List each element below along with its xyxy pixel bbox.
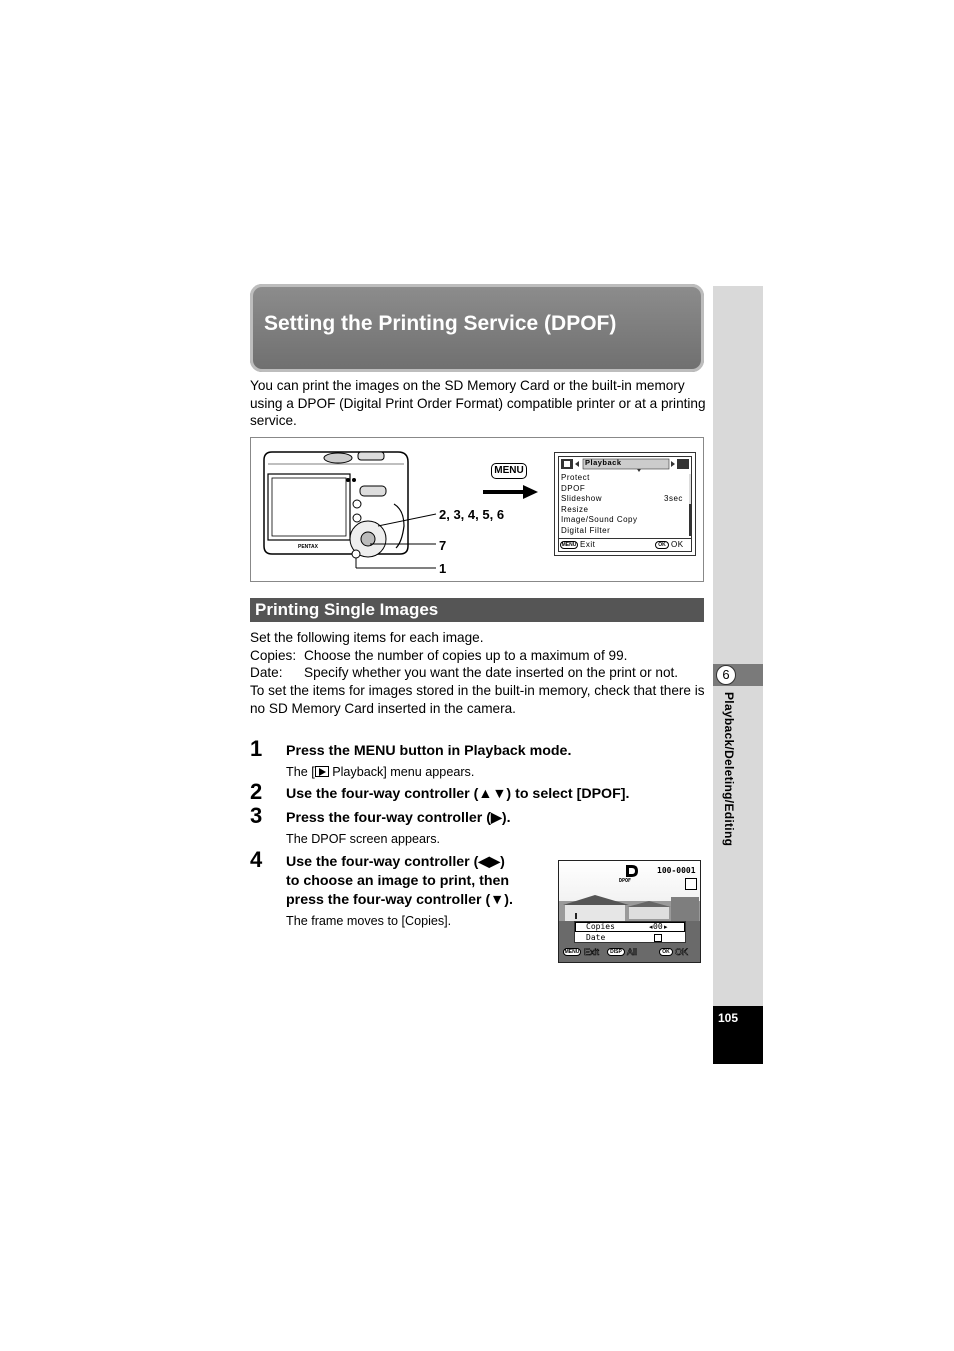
date-label: Date: xyxy=(250,665,283,680)
dpof-date-label: Date xyxy=(586,933,606,942)
menu-footer-exit: Exit xyxy=(580,540,596,549)
dpof-exit-label: Exit xyxy=(584,947,600,957)
dpof-all-label: All xyxy=(627,947,638,957)
callout-label-steps: 2, 3, 4, 5, 6 xyxy=(439,507,505,522)
copies-description: Choose the number of copies up to a maximum of 99. xyxy=(304,648,628,663)
date-checkbox[interactable] xyxy=(654,934,662,942)
step-text-3: Press the four-way controller (▶). xyxy=(286,810,511,826)
copies-left-arrow-icon: ◂ xyxy=(649,924,653,931)
step-text-1: Press the MENU button in Playback mode. xyxy=(286,743,572,759)
step-number-3: 3 xyxy=(250,803,263,828)
menu-tab-bar xyxy=(561,458,691,472)
step-text-4-line3: press the four-way controller (▼). xyxy=(286,892,513,908)
camera-illustration xyxy=(258,444,458,580)
page-number: 105 xyxy=(718,1011,739,1025)
menu-item-digital-filter: Digital Filter xyxy=(561,526,611,535)
dpof-file-number: 100-0001 xyxy=(657,866,696,875)
dpof-logo-text: DPOF xyxy=(619,878,632,884)
step-number-1: 1 xyxy=(250,736,263,761)
step-number-2: 2 xyxy=(250,779,263,804)
chapter-number: 6 xyxy=(716,665,736,685)
intro-paragraph: You can print the images on the SD Memory Card or the built-in memory using a DPOF (Digital Print Order Format) compatible printer or at a printing service. xyxy=(250,378,706,429)
body-line-1: Set the following items for each image. xyxy=(250,630,484,645)
menu-footer-ok-key: OK xyxy=(655,541,669,549)
date-description: Specify whether you want the date inserted on the print or not. xyxy=(304,665,679,680)
menu-key-icon: MENU xyxy=(491,463,527,479)
copies-right-arrow-icon: ▸ xyxy=(664,924,668,931)
playback-icon xyxy=(315,766,329,777)
dpof-menu-key: MENU xyxy=(564,949,580,955)
copies-label: Copies: xyxy=(250,648,297,663)
menu-item-dpof: DPOF xyxy=(561,484,586,493)
menu-footer-divider xyxy=(558,538,692,539)
dpof-disp-key: DISP xyxy=(607,948,625,956)
step-sub-4: The frame moves to [Copies]. xyxy=(286,914,452,928)
step-sub-1-before: The [ xyxy=(286,765,315,779)
dpof-ok-key: OK xyxy=(659,948,673,956)
section-heading: Printing Single Images xyxy=(255,600,439,619)
menu-item-slideshow-value: 3sec xyxy=(664,494,683,503)
step-text-4-line1: Use the four-way controller (◀▶) xyxy=(286,854,505,870)
card-icon xyxy=(685,878,697,890)
page-title: Setting the Printing Service (DPOF) xyxy=(264,312,617,335)
arrow-right-icon xyxy=(483,484,539,500)
callout-label-1: 1 xyxy=(439,561,447,576)
step-sub-3: The DPOF screen appears. xyxy=(286,832,440,846)
menu-tab-playback: Playback xyxy=(585,458,622,467)
menu-footer-menu-key: MENU xyxy=(561,542,577,548)
step-sub-1-after: Playback] menu appears. xyxy=(328,765,475,779)
step-number-4: 4 xyxy=(250,847,263,872)
dpof-copies-label: Copies xyxy=(586,922,615,931)
dpof-copies-value: 00 xyxy=(653,922,663,931)
menu-scrollbar-thumb xyxy=(689,504,691,536)
menu-item-resize: Resize xyxy=(561,505,589,514)
menu-item-slideshow: Slideshow xyxy=(561,494,602,503)
camera-brand: PENTAX xyxy=(298,544,318,550)
chapter-sidebar xyxy=(713,286,763,1006)
body-note: To set the items for images stored in the built-in memory, check that there is no SD Memory Card inserted in the camera. xyxy=(250,683,705,716)
dpof-ok-label: OK xyxy=(675,947,689,957)
menu-item-image-sound-copy: Image/Sound Copy xyxy=(561,515,638,524)
menu-footer-ok: OK xyxy=(671,540,684,549)
step-text-4-line2: to choose an image to print, then xyxy=(286,873,510,889)
step-text-2: Use the four-way controller (▲▼) to select [DPOF]. xyxy=(286,786,630,802)
callout-label-7: 7 xyxy=(439,538,447,553)
step-sub-1 xyxy=(286,765,474,779)
chapter-title: Playback/Deleting/Editing xyxy=(722,692,736,847)
menu-item-protect: Protect xyxy=(561,473,590,482)
